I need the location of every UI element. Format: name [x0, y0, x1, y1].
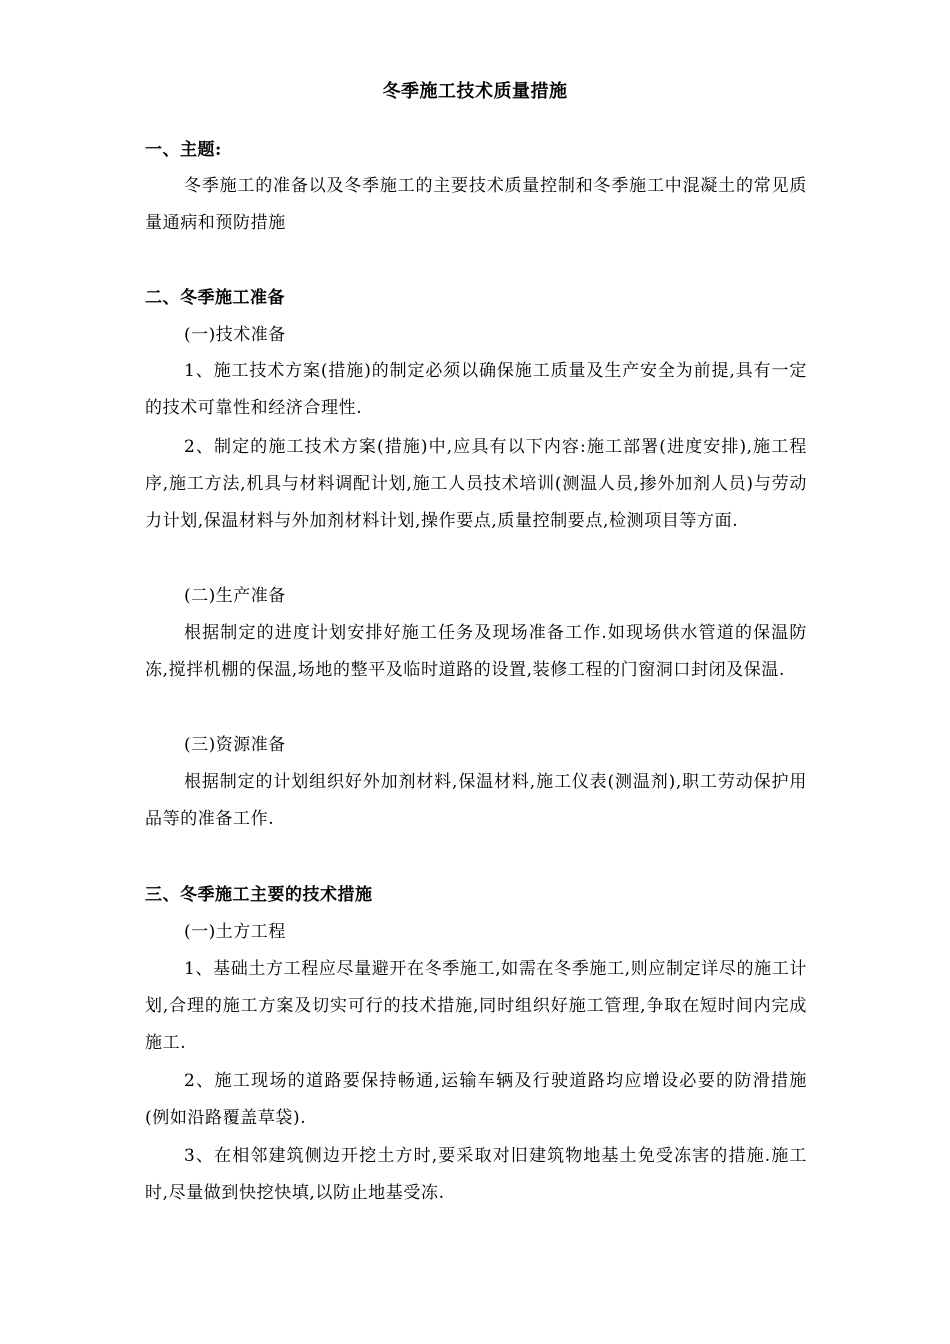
section-3-sub-1-title: (一)土方工程: [184, 922, 286, 942]
section-2-sub-1-paragraph-2: 2、制定的施工技术方案(措施)中,应具有以下内容:施工部署(进度安排),施工程序,施工方法,机具与材料调配计划,施工人员技术培训(测温人员,掺外加剂人员)与劳动力计划,保温材料与外加剂材料计划,操作要点,质量控制要点,检测项目等方面.: [145, 437, 807, 531]
section-3-paragraph-1: 1、基础土方工程应尽量避开在冬季施工,如需在冬季施工,则应制定详尽的施工计划,合理的施工方案及切实可行的技术措施,同时组织好施工管理,争取在短时间内完成施工.: [145, 959, 807, 1053]
section-3-paragraph-2: 2、施工现场的道路要保持畅通,运输车辆及行驶道路均应增设必要的防滑措施(例如沿路覆盖草袋).: [145, 1071, 807, 1128]
section-3-heading: 三、冬季施工主要的技术措施: [145, 885, 373, 905]
section-2-sub-2-title: (二)生产准备: [184, 586, 286, 606]
section-2-sub-3-title: (三)资源准备: [184, 735, 286, 755]
section-3-paragraph-3: 3、在相邻建筑侧边开挖土方时,要采取对旧建筑物地基土免受冻害的措施.施工时,尽量做到快挖快填,以防止地基受冻.: [145, 1146, 807, 1203]
document-title: 冬季施工技术质量措施: [382, 81, 568, 102]
section-1-heading: 一、主题:: [145, 140, 222, 160]
section-2-sub-1-paragraph-1: 1、施工技术方案(措施)的制定必须以确保施工质量及生产安全为前提,具有一定的技术可靠性和经济合理性.: [145, 361, 807, 418]
section-1-body: 冬季施工的准备以及冬季施工的主要技术质量控制和冬季施工中混凝土的常见质量通病和预防措施: [145, 176, 807, 233]
section-2-sub-1-title: (一)技术准备: [184, 325, 286, 345]
section-2-sub-2-paragraph: 根据制定的进度计划安排好施工任务及现场准备工作.如现场供水管道的保温防冻,搅拌机棚的保温,场地的整平及临时道路的设置,装修工程的门窗洞口封闭及保温.: [145, 623, 807, 680]
section-2-heading: 二、冬季施工准备: [145, 288, 285, 308]
section-2-sub-3-paragraph: 根据制定的计划组织好外加剂材料,保温材料,施工仪表(测温剂),职工劳动保护用品等的准备工作.: [145, 772, 807, 829]
